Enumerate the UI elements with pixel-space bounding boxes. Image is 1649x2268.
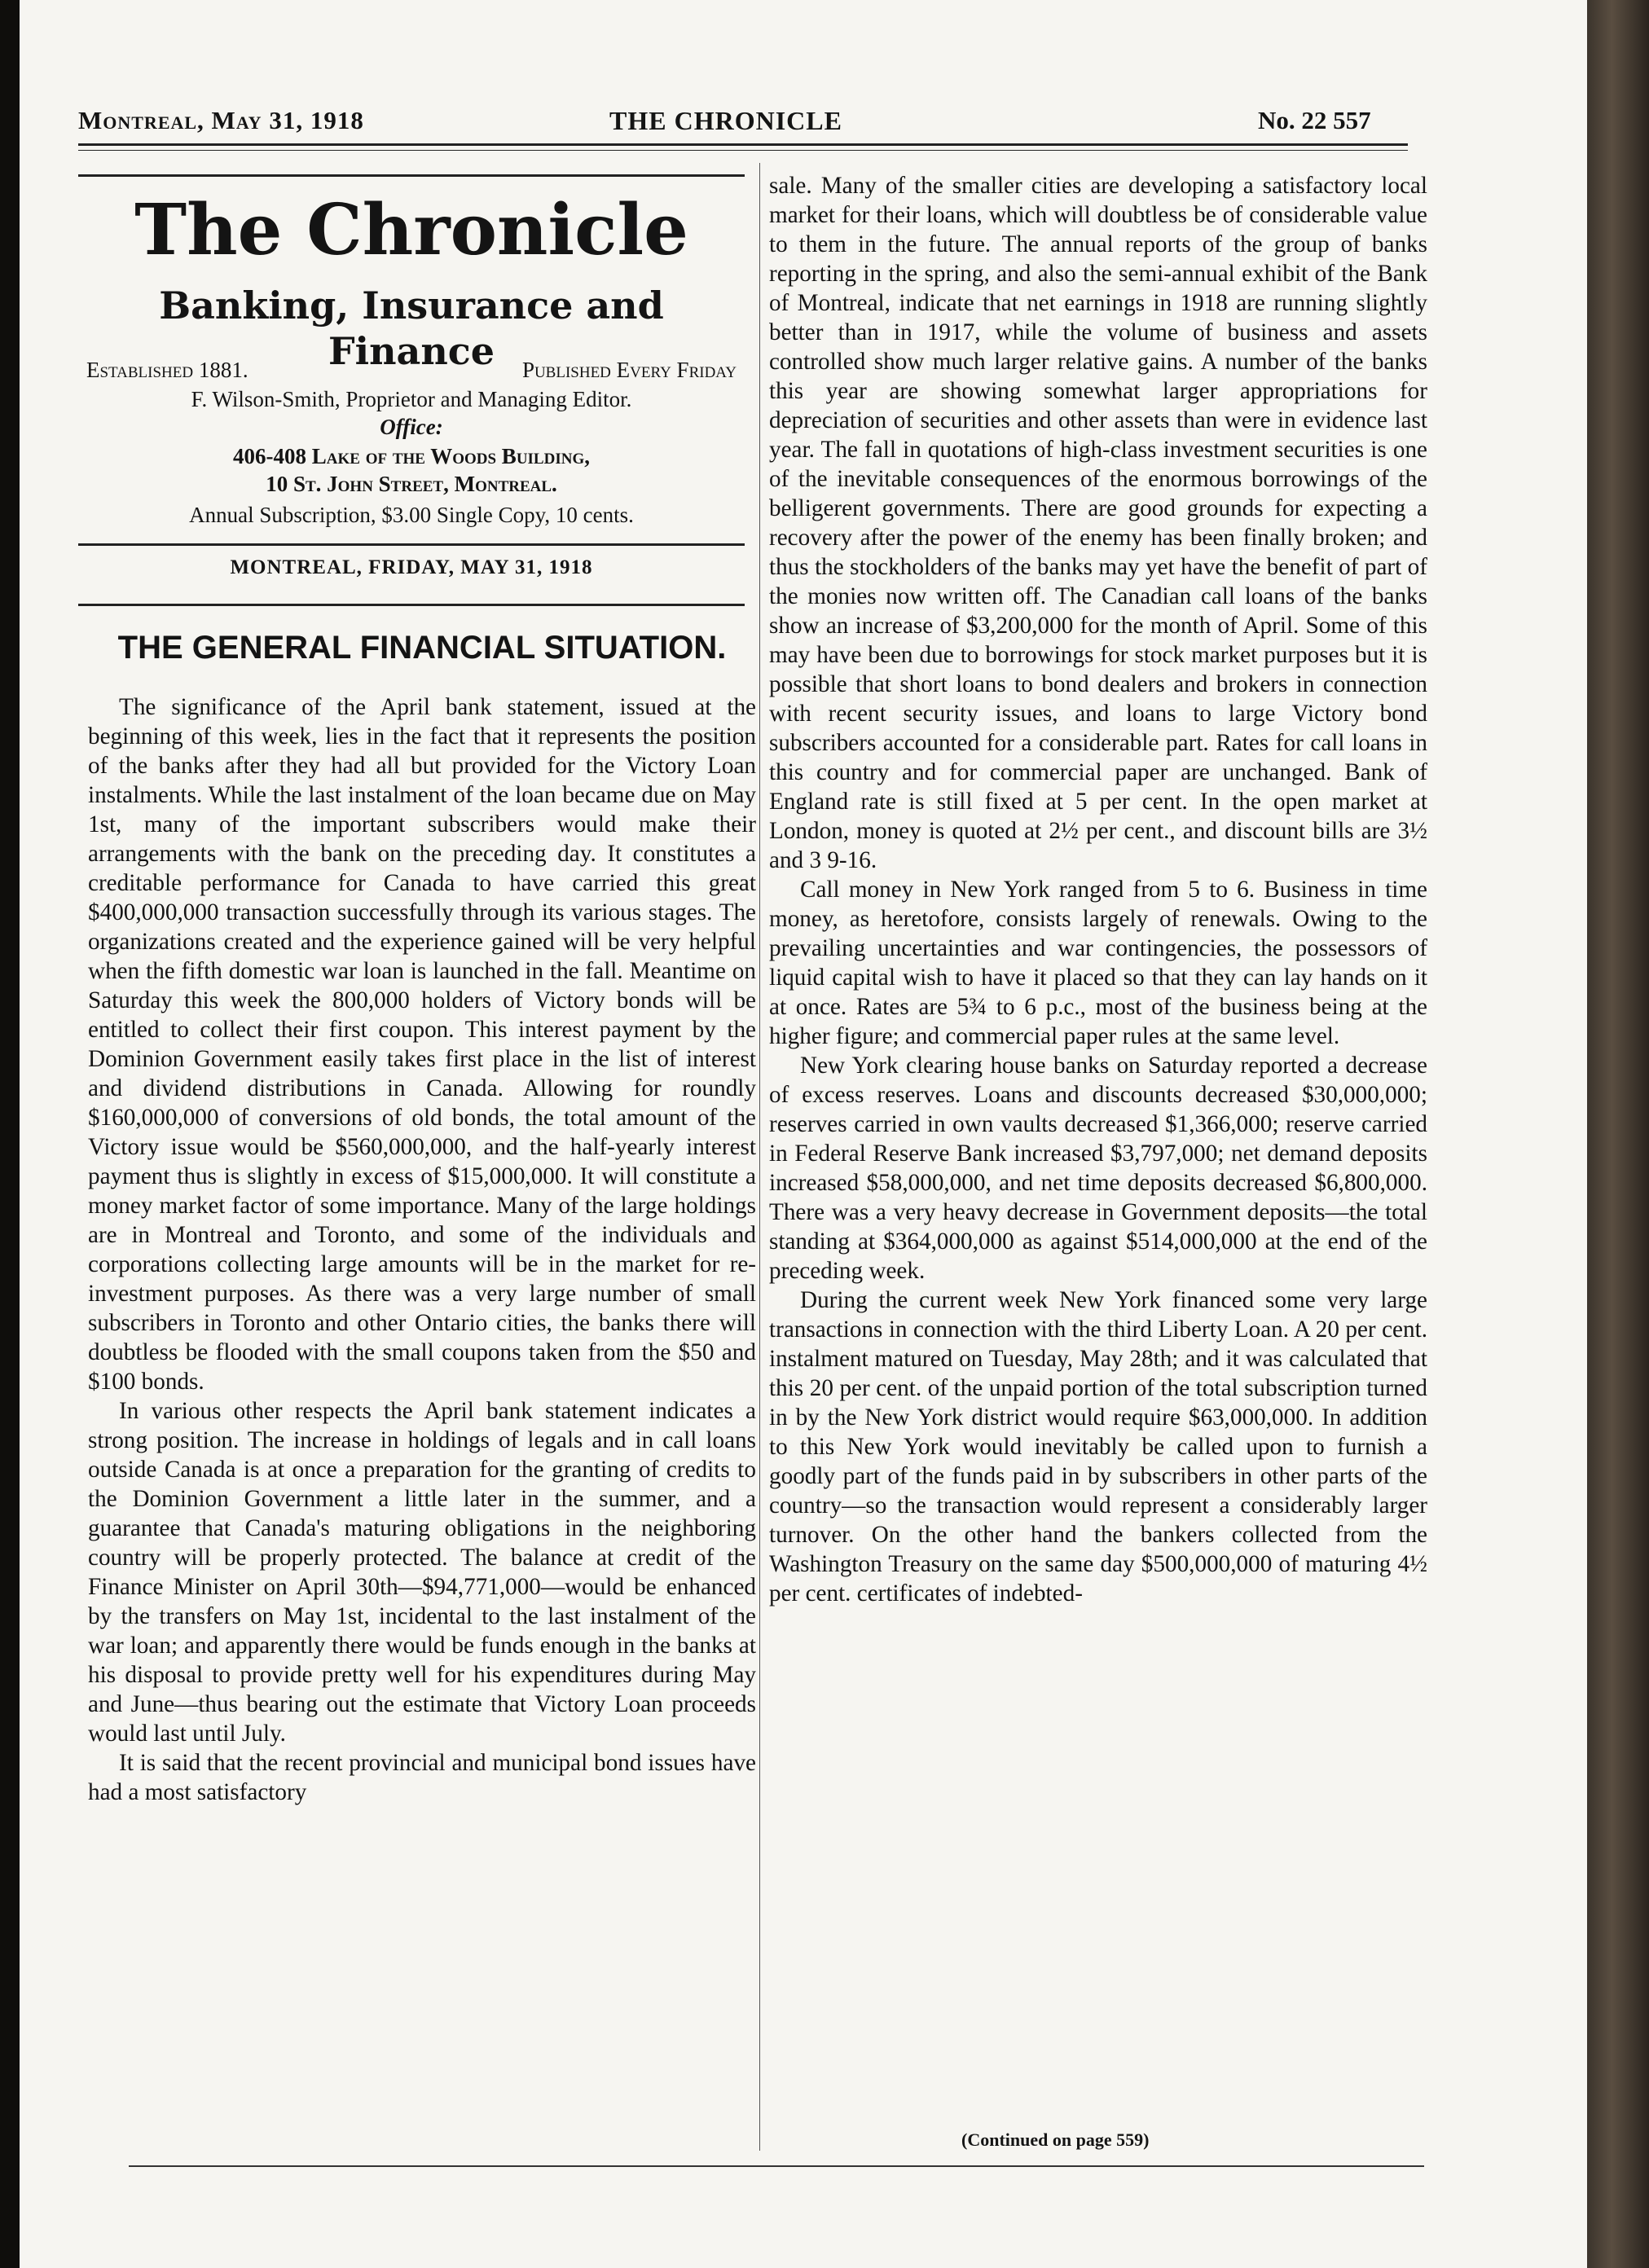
article-paragraph: New York clearing house banks on Saturday reported a decrease of excess reserves. Loans and discounts decreased $30,000,000; reserves carried in own vaults decreased $1,366,000; reserve carried in Federal Reserve Bank increased $3,797,000; net demand deposits increased $58,000,000, and net time deposits decreased $6,800,000. There was a very heavy decrease in Government deposits—the total standing at $364,000,000 as against $514,000,000 at the end of the preceding week. [769,1053,1427,1284]
running-head-date: Montreal, May 31, 1918 [78,106,364,134]
header-rule-thin [78,150,1408,151]
article-paragraph: During the current week New York financed some very large transactions in connection with the third Liberty Loan. A 20 per cent. instalment matured on Tuesday, May 28th; and it was calculated that this 20 per cent. of the unpaid portion of the total subscription turned in by the New York district would require $63,000,000. In addition to this New York would inevitably be called upon to furnish a goodly part of the funds paid in by subscribers in other parts of the country—so the transaction would represent a considerably larger turnover. On the other hand the bankers collected from the Washington Treasury on the same day $500,000,000 of maturing 4½ per cent. certificates of indebted- [769,1287,1427,1606]
column-divider [759,163,760,2151]
footer-rule [129,2165,1424,2167]
article-paragraph: The significance of the April bank statement, issued at the beginning of this week, lies in the fact that it represents the position of the banks after they had all but provided for the Victory Loan instalments. While the last instalment of the loan became due on May 1st, many of the important subscribers would make their arrangements with the bank on the preceding day. It constitutes a creditable performance for Canada to have carried this great $400,000,000 transaction successfully through its various stages. The organizations created and the experience gained will be very helpful when the fifth domestic war loan is launched in the fall. Meantime on Saturday this week the 800,000 holders of Victory bonds will be entitled to collect their first coupon. This interest payment by the Dominion Government easily takes first place in the list of interest and dividend distributions in Canada. Allowing for roundly $160,000,000 of conversions of old bonds, the total amount of the Victory issue would be $560,000,000, and the half-yearly interest payment thus is slightly in excess of $15,000,000. It will constitute a money market factor of some importance. Many of the large holdings are in Montreal and Toronto, and some of the individuals and corporations collecting large amounts will be in the market for re-investment purposes. As there was a very large number of small subscribers in Toronto and other Ontario cities, the banks there will doubtless be flooded with the small coupons taken from the $50 and $100 bonds. [88,694,756,1395]
masthead-dateline: MONTREAL, FRIDAY, MAY 31, 1918 [78,543,745,589]
left-page-edge [0,0,20,2268]
continued-note: (Continued on page 559) [961,2130,1150,2150]
running-head-page-number: No. 22 557 [1258,106,1371,134]
masthead-editor: F. Wilson-Smith, Proprietor and Managing Editor. [191,387,632,411]
masthead-address-line1: 406-408 Lake of the Woods Building, [233,444,590,468]
article-paragraph: In various other respects the April bank statement indicates a strong position. The increase in holdings of legals and in call loans outside Canada is at once a preparation for the granting of credits to the Dominion Government a little later in the summer, and a guarantee that Canada's maturing obligations in the neighboring country will be properly protected. The balance at credit of the Finance Minister on April 30th—$94,771,000—would be enhanced by the transfers on May 1st, incidental to the last instalment of the war loan; and apparently there would be funds enough in the banks at his disposal to provide pretty well for his expenditures during May and June—thus bearing out the estimate that Victory Loan proceeds would last until July. [88,1398,756,1747]
article-paragraph: It is said that the recent provincial and municipal bond issues have had a most satisfactory [88,1750,756,1805]
masthead-box [78,174,745,606]
masthead-published: Published Every Friday [521,358,737,382]
header-rule [78,143,1408,146]
masthead-title: The Chronicle [134,189,688,271]
book-binding-edge [1587,0,1649,2268]
masthead-established: Established 1881. [86,358,248,382]
article-paragraph: Call money in New York ranged from 5 to 6. Business in time money, as heretofore, consists largely of renewals. Owing to the prevailing uncertainties and war contingencies, the possessors of liquid capital wish to have it placed so that they can lay hands on it at once. Rates are 5¾ to 6 p.c., most of the business being at the higher figure; and commercial paper rules at the same level. [769,877,1427,1049]
article-headline: THE GENERAL FINANCIAL SITUATION. [117,630,727,666]
article-column-1 [88,627,756,1807]
article-column-2 [769,171,1427,1608]
masthead-office-label: Office: [380,415,443,439]
masthead-address-line2: 10 St. John Street, Montreal. [266,472,557,496]
masthead-subscription: Annual Subscription, $3.00 Single Copy, 10 cents. [189,503,634,527]
article-paragraph: sale. Many of the smaller cities are developing a satisfactory local market for their loans, which will doubtless be of considerable value to them in the future. The annual reports of the group of banks reporting in the spring, and also the semi-annual exhibit of the Bank of Montreal, indicate that net earnings in 1918 are running slightly better than in 1917, while the volume of business and assets controlled show much larger relative gains. A number of the banks this year are showing somewhat larger appropriations for depreciation of securities and other assets than were in evidence last year. The fall in quotations of high-class investment securities is one of the inevitable consequences of the enormous borrowings of the belligerent governments. There are good grounds for expecting a recovery after the power of the enemy has been finally broken; and thus the stockholders of the banks may yet have the benefit of part of the monies now written off. The Canadian call loans of the banks show an increase of $3,200,000 for the month of April. Some of this may have been due to borrowings for stock market purposes but it is possible that short loans to bond dealers and brokers in connection with recent security issues, and loans to large Victory bond subscribers accounted for a considerable part. Rates for call loans in this country and for commercial paper are unchanged. Bank of England rate is still fixed at 5 per cent. In the open market at London, money is quoted at 2½ per cent., and discount bills are 3½ and 3 9-16. [769,173,1427,873]
masthead-established-row [86,356,737,384]
masthead-subtitle: Banking, Insurance and Finance [159,284,664,373]
running-head-title: THE CHRONICLE [609,106,842,135]
